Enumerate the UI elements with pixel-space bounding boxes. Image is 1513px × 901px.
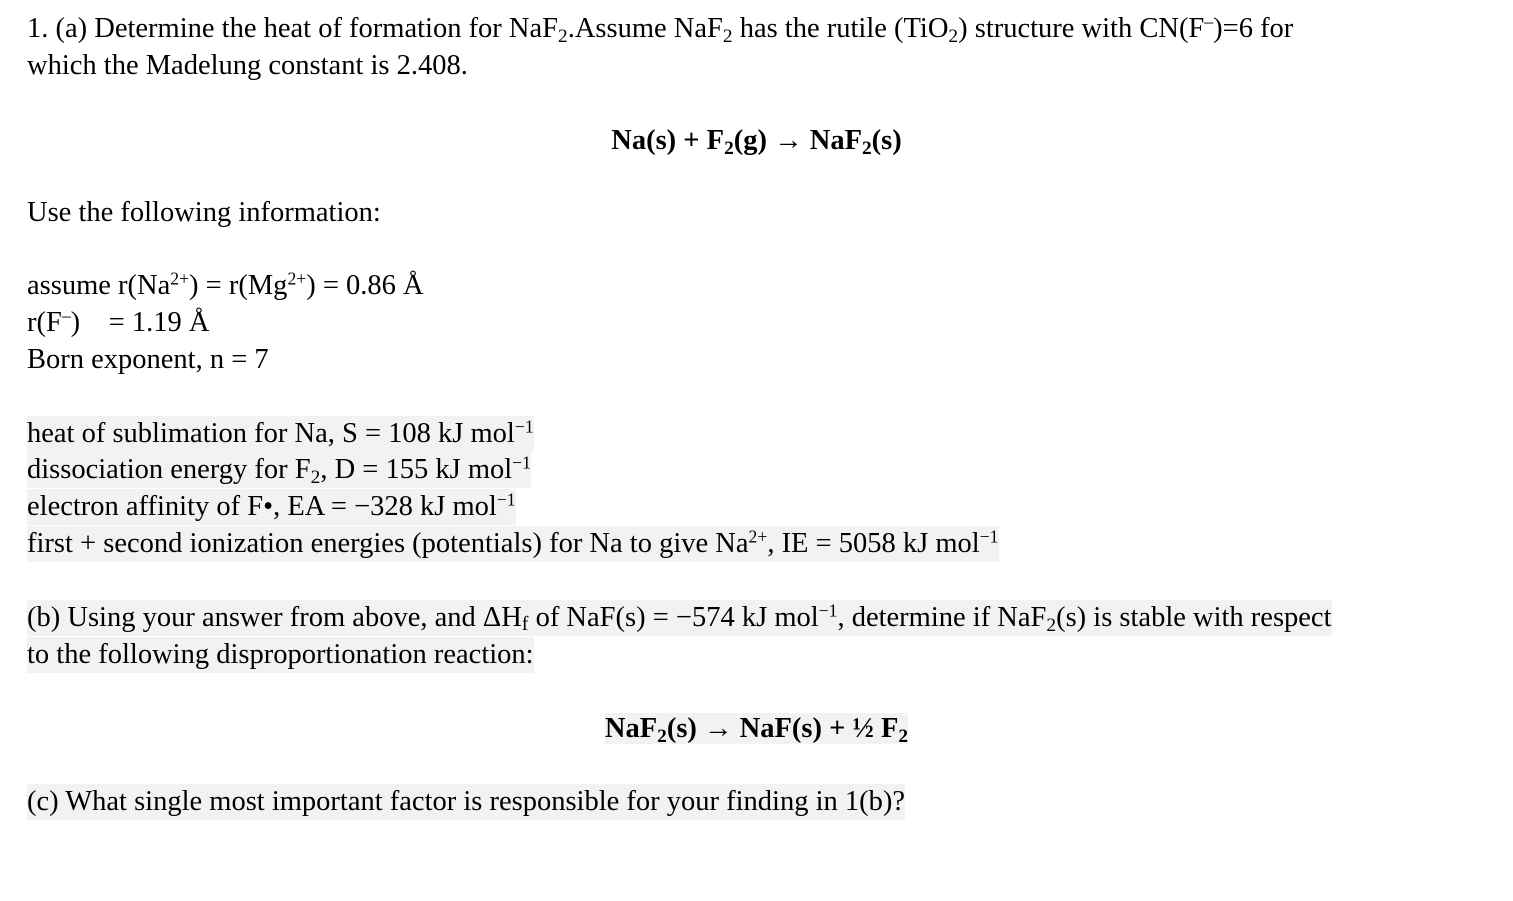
part-b-line-1: (b) Using your answer from above, and ΔHf of NaF(s) = −574 kJ mol$^{-1}$, determine if NaF$_2$(s) is stable with respect [27, 600, 1332, 636]
disproportionation-reaction: NaF$_2$(s) → NaF(s) + ½ $F_2$ [604, 713, 909, 747]
dissociation-energy: dissociation energy for $F_2$, D = 155 kJ mol$^{-1}$ [27, 452, 531, 488]
radius-f: r(F–) = 1.19 Å [27, 305, 210, 338]
part-a-line-1: 1. (a) Determine the heat of formation for NaF$_2$.Assume NaF$_2$ has the rutile (TiO$_2$) structure with CN(F–)=6 for [27, 11, 1294, 47]
use-info-heading: Use the following information: [27, 197, 381, 228]
part-c: (c) What single most important factor is responsible for your finding in 1(b)? [27, 784, 905, 820]
electron-affinity: electron affinity of F•, EA = −328 kJ mol$^{-1}$ [27, 489, 516, 525]
born-exponent: Born exponent, n = 7 [27, 344, 269, 375]
formation-reaction: $Na(s) + F_2(g) \to NaF_2(s)$ [611, 125, 902, 159]
radius-na: assume $r(Na^{2+}) = r(Mg^{2+}) = 0.86$ Å [27, 268, 424, 301]
sublimation-energy: heat of sublimation for Na, S = 108 kJ mol$^{-1}$ [27, 416, 534, 452]
part-a-line-2: which the Madelung constant is 2.408. [27, 50, 468, 81]
part-b-line-2: to the following disproportionation reaction: [27, 637, 534, 673]
ionization-energies: first + second ionization energies (potentials) for Na to give $Na^{2+}$, IE = 5058 kJ mol$^{-1}$ [27, 526, 999, 562]
